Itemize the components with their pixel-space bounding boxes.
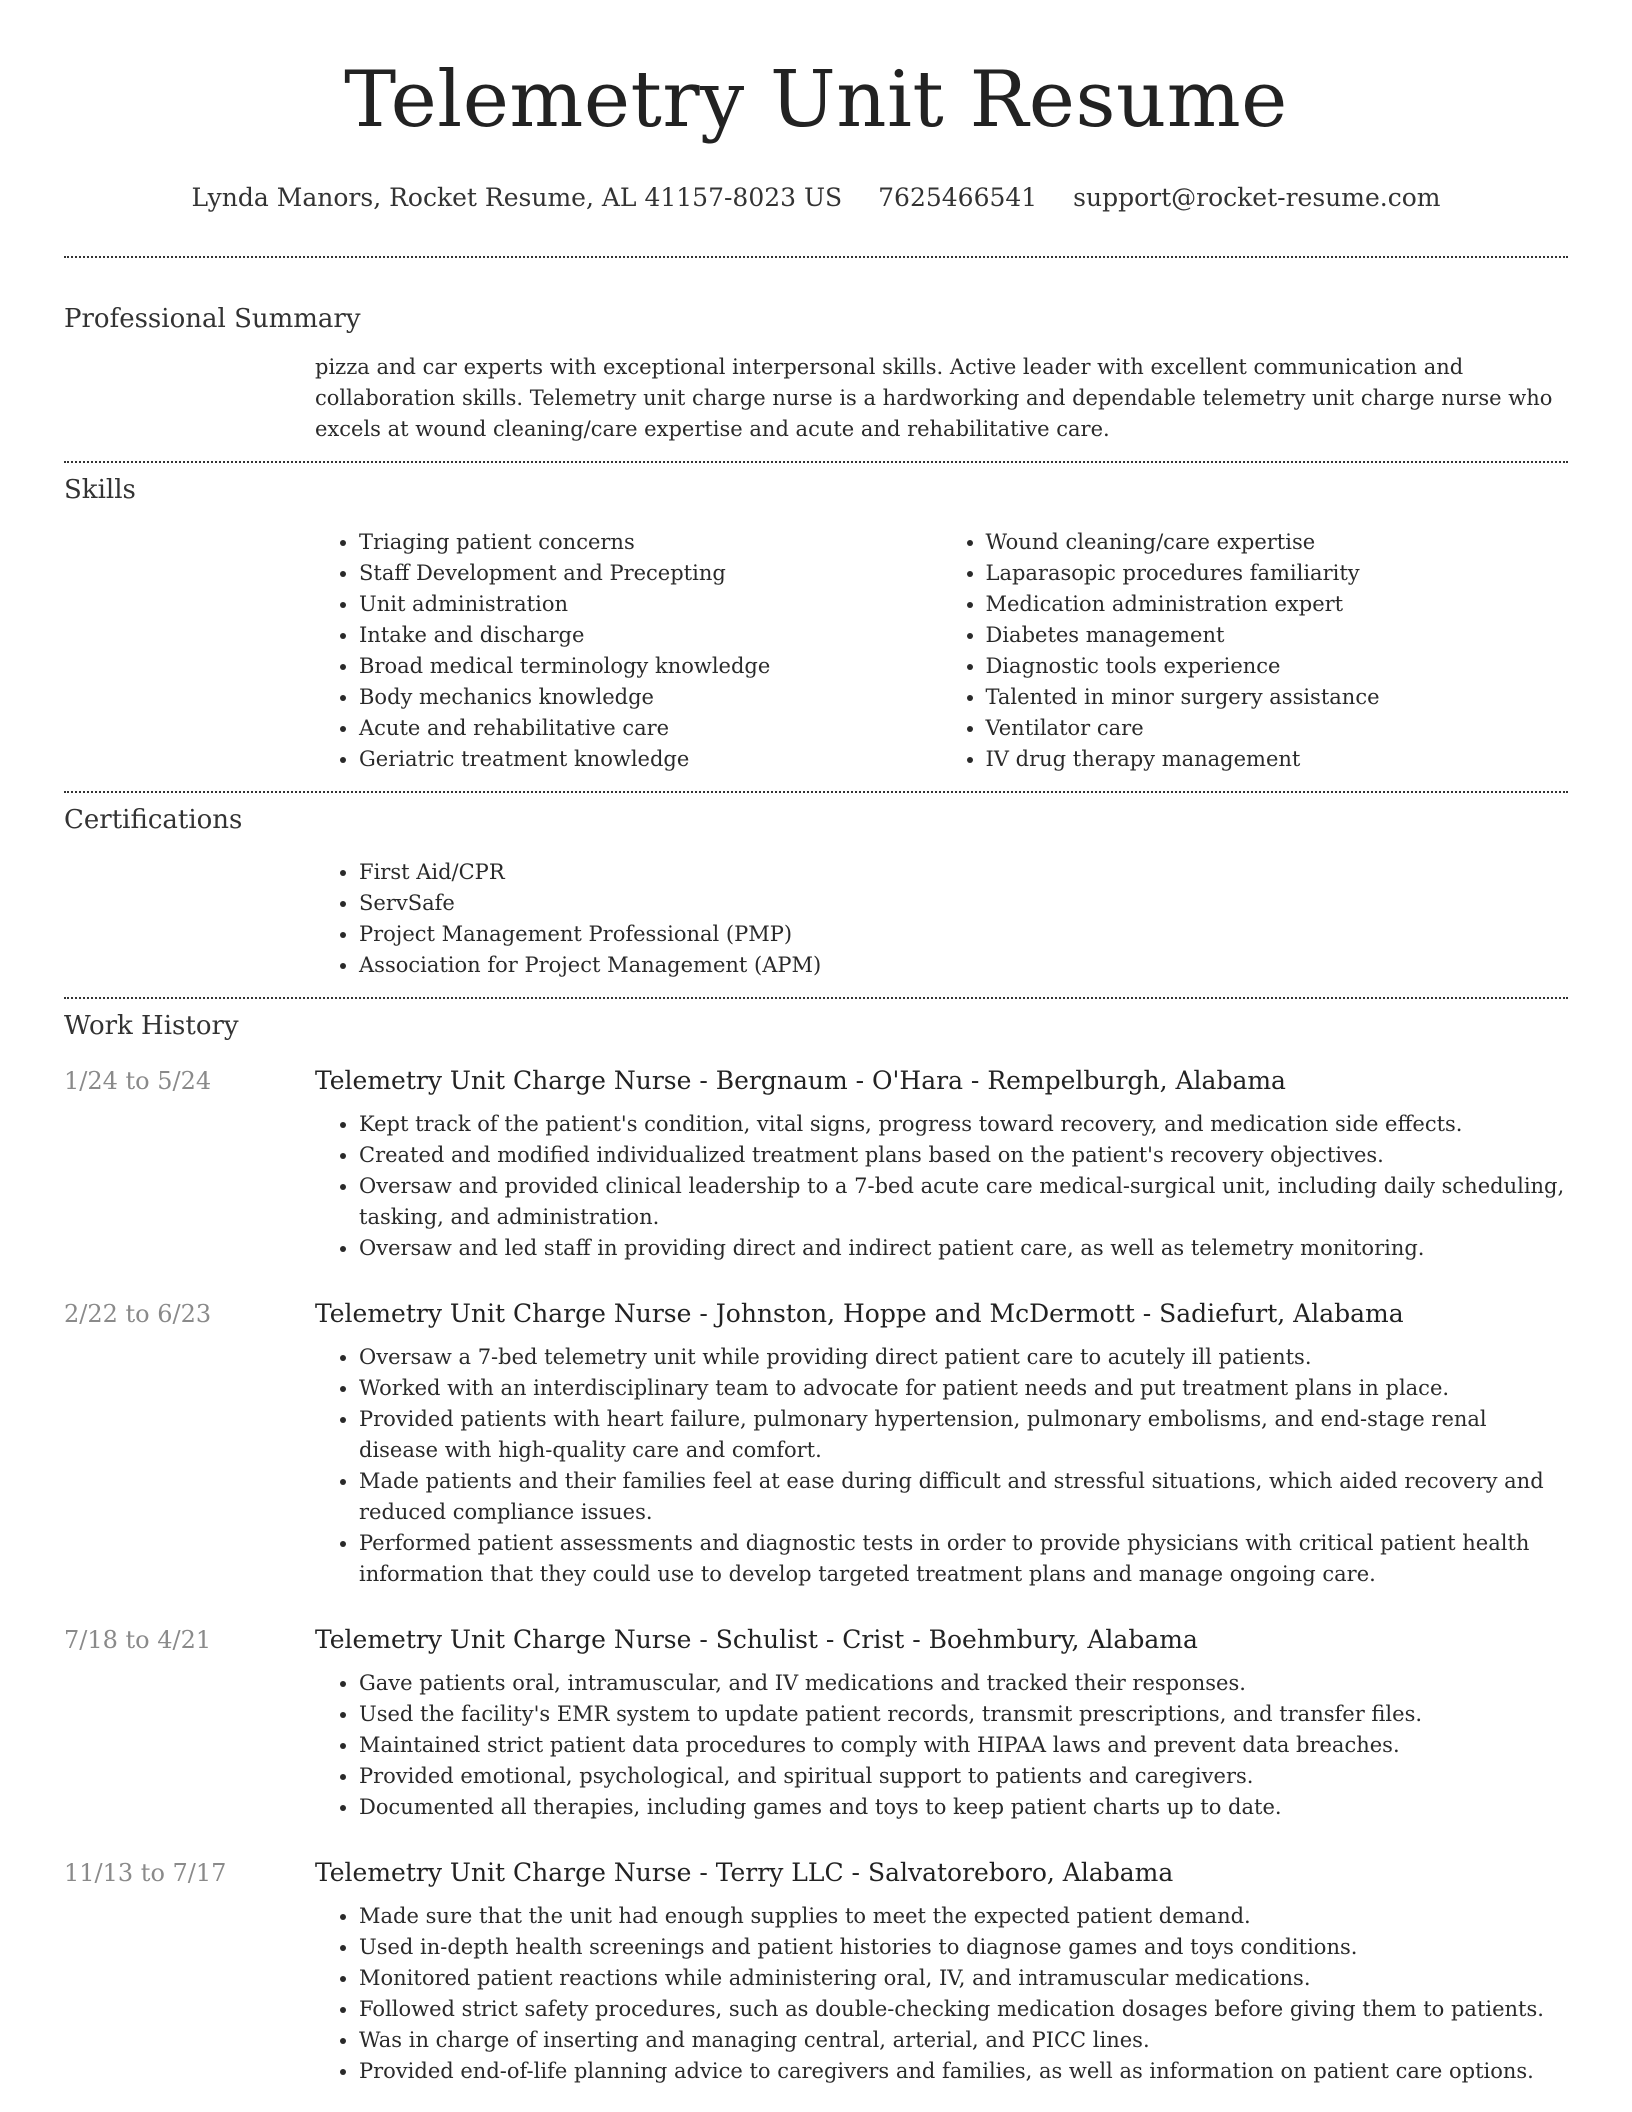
list-item: • Created and modified individualized treatment plans based on the patient's recovery objectives. <box>359 1140 1568 1171</box>
list-item: • Diagnostic tools experience <box>986 651 1569 682</box>
job-title: Telemetry Unit Charge Nurse - Bergnaum - O'Hara - Rempelburgh, Alabama <box>315 1066 1286 1095</box>
job-entry <box>64 1624 1568 1823</box>
job-details <box>315 1298 1568 1590</box>
skills-heading: Skills <box>64 475 136 505</box>
job-details <box>315 1624 1568 1823</box>
job-entry <box>64 1065 1568 1264</box>
list-item: • Made sure that the unit had enough supplies to meet the expected patient demand. <box>359 1901 1568 1932</box>
list-item: • Monitored patient reactions while administering oral, IV, and intramuscular medications. <box>359 1963 1568 1994</box>
list-item: • Used the facility's EMR system to update patient records, transmit prescriptions, and transfer files. <box>359 1699 1568 1730</box>
list-item: • Wound cleaning/care expertise <box>986 527 1569 558</box>
certifications-body <box>315 857 1568 981</box>
contact-phone: 7625466541 <box>878 183 1038 212</box>
list-item: • Maintained strict patient data procedures to comply with HIPAA laws and prevent data breaches. <box>359 1730 1568 1761</box>
list-item: • Geriatric treatment knowledge <box>359 744 942 775</box>
job-title: Telemetry Unit Charge Nurse - Schulist - Crist - Boehmbury, Alabama <box>315 1625 1198 1654</box>
list-item: • Gave patients oral, intramuscular, and IV medications and tracked their responses. <box>359 1668 1568 1699</box>
list-item: • Unit administration <box>359 589 942 620</box>
list-item: • IV drug therapy management <box>986 744 1569 775</box>
summary-body <box>315 352 1568 445</box>
work-history-section <box>64 1009 1568 2087</box>
list-item: • ServSafe <box>359 888 1568 919</box>
header-divider <box>64 256 1568 258</box>
job-bullets <box>315 1668 1568 1823</box>
job-bullets <box>315 1901 1568 2087</box>
list-item: • Talented in minor surgery assistance <box>986 682 1569 713</box>
summary-heading: Professional Summary <box>64 304 361 334</box>
job-dates: 1/24 to 5/24 <box>64 1067 212 1095</box>
list-item: • Kept track of the patient's condition, vital signs, progress toward recovery, and medication side effects. <box>359 1109 1568 1140</box>
contact-line <box>64 182 1568 214</box>
skills-divider <box>64 791 1568 793</box>
list-item: • Intake and discharge <box>359 620 942 651</box>
summary-text: pizza and car experts with exceptional interpersonal skills. Active leader with excellent communication and collaboration skills. Telemetry unit charge nurse is a hardworking and dependable telemetry unit charge nurse who excels at wound cleaning/care expertise and acute and rehabilitative care. <box>315 355 1553 441</box>
summary-section <box>64 302 1568 445</box>
list-item: • Documented all therapies, including games and toys to keep patient charts up to date. <box>359 1792 1568 1823</box>
skills-section <box>64 473 1568 775</box>
list-item: • First Aid/CPR <box>359 857 1568 888</box>
list-item: • Association for Project Management (APM) <box>359 950 1568 981</box>
job-details <box>315 1857 1568 2087</box>
job-title: Telemetry Unit Charge Nurse - Johnston, Hoppe and McDermott - Sadiefurt, Alabama <box>315 1299 1404 1328</box>
list-item: • Medication administration expert <box>986 589 1569 620</box>
job-details <box>315 1065 1568 1264</box>
job-dates: 2/22 to 6/23 <box>64 1300 212 1328</box>
list-item: • Project Management Professional (PMP) <box>359 919 1568 950</box>
skills-list-right <box>942 527 1569 775</box>
certifications-heading: Certifications <box>64 805 243 835</box>
work-history-heading: Work History <box>64 1011 239 1041</box>
list-item: • Laparasopic procedures familiarity <box>986 558 1569 589</box>
list-item: • Staff Development and Precepting <box>359 558 942 589</box>
list-item: • Was in charge of inserting and managing central, arterial, and PICC lines. <box>359 2025 1568 2056</box>
contact-email: support@rocket-resume.com <box>1073 183 1441 212</box>
list-item: • Body mechanics knowledge <box>359 682 942 713</box>
summary-divider <box>64 461 1568 463</box>
job-entry <box>64 1298 1568 1590</box>
list-item: • Performed patient assessments and diagnostic tests in order to provide physicians with critical patient health information that they could use to develop targeted treatment plans and manage ongoing care. <box>359 1528 1568 1590</box>
job-dates: 11/13 to 7/17 <box>64 1859 227 1887</box>
job-title: Telemetry Unit Charge Nurse - Terry LLC - Salvatoreboro, Alabama <box>315 1858 1174 1887</box>
skills-list-left <box>315 527 942 775</box>
list-item: • Provided end-of-life planning advice to caregivers and families, as well as information on patient care options. <box>359 2056 1568 2087</box>
list-item: • Diabetes management <box>986 620 1569 651</box>
list-item: • Ventilator care <box>986 713 1569 744</box>
job-bullets <box>315 1342 1568 1590</box>
contact-address: Lynda Manors, Rocket Resume, AL 41157-8023 US <box>191 183 843 212</box>
skills-body <box>315 527 1568 775</box>
list-item: • Made patients and their families feel at ease during difficult and stressful situations, which aided recovery and reduced compliance issues. <box>359 1466 1568 1528</box>
list-item: • Worked with an interdisciplinary team to advocate for patient needs and put treatment plans in place. <box>359 1373 1568 1404</box>
job-entry <box>64 1857 1568 2087</box>
list-item: • Acute and rehabilitative care <box>359 713 942 744</box>
list-item: • Oversaw and provided clinical leadership to a 7-bed acute care medical-surgical unit, including daily scheduling, tasking, and administration. <box>359 1171 1568 1233</box>
list-item: • Oversaw a 7-bed telemetry unit while providing direct patient care to acutely ill patients. <box>359 1342 1568 1373</box>
list-item: • Provided patients with heart failure, pulmonary hypertension, pulmonary embolisms, and end-stage renal disease with high-quality care and comfort. <box>359 1404 1568 1466</box>
certifications-divider <box>64 997 1568 999</box>
list-item: • Triaging patient concerns <box>359 527 942 558</box>
list-item: • Broad medical terminology knowledge <box>359 651 942 682</box>
job-bullets <box>315 1109 1568 1264</box>
certifications-list <box>315 857 1568 981</box>
job-dates: 7/18 to 4/21 <box>64 1626 212 1654</box>
certifications-section <box>64 803 1568 981</box>
list-item: • Oversaw and led staff in providing direct and indirect patient care, as well as telemetry monitoring. <box>359 1233 1568 1264</box>
list-item: • Used in-depth health screenings and patient histories to diagnose games and toys conditions. <box>359 1932 1568 1963</box>
list-item: • Followed strict safety procedures, such as double-checking medication dosages before giving them to patients. <box>359 1994 1568 2025</box>
page-title: Telemetry Unit Resume <box>344 55 1288 145</box>
list-item: • Provided emotional, psychological, and spiritual support to patients and caregivers. <box>359 1761 1568 1792</box>
